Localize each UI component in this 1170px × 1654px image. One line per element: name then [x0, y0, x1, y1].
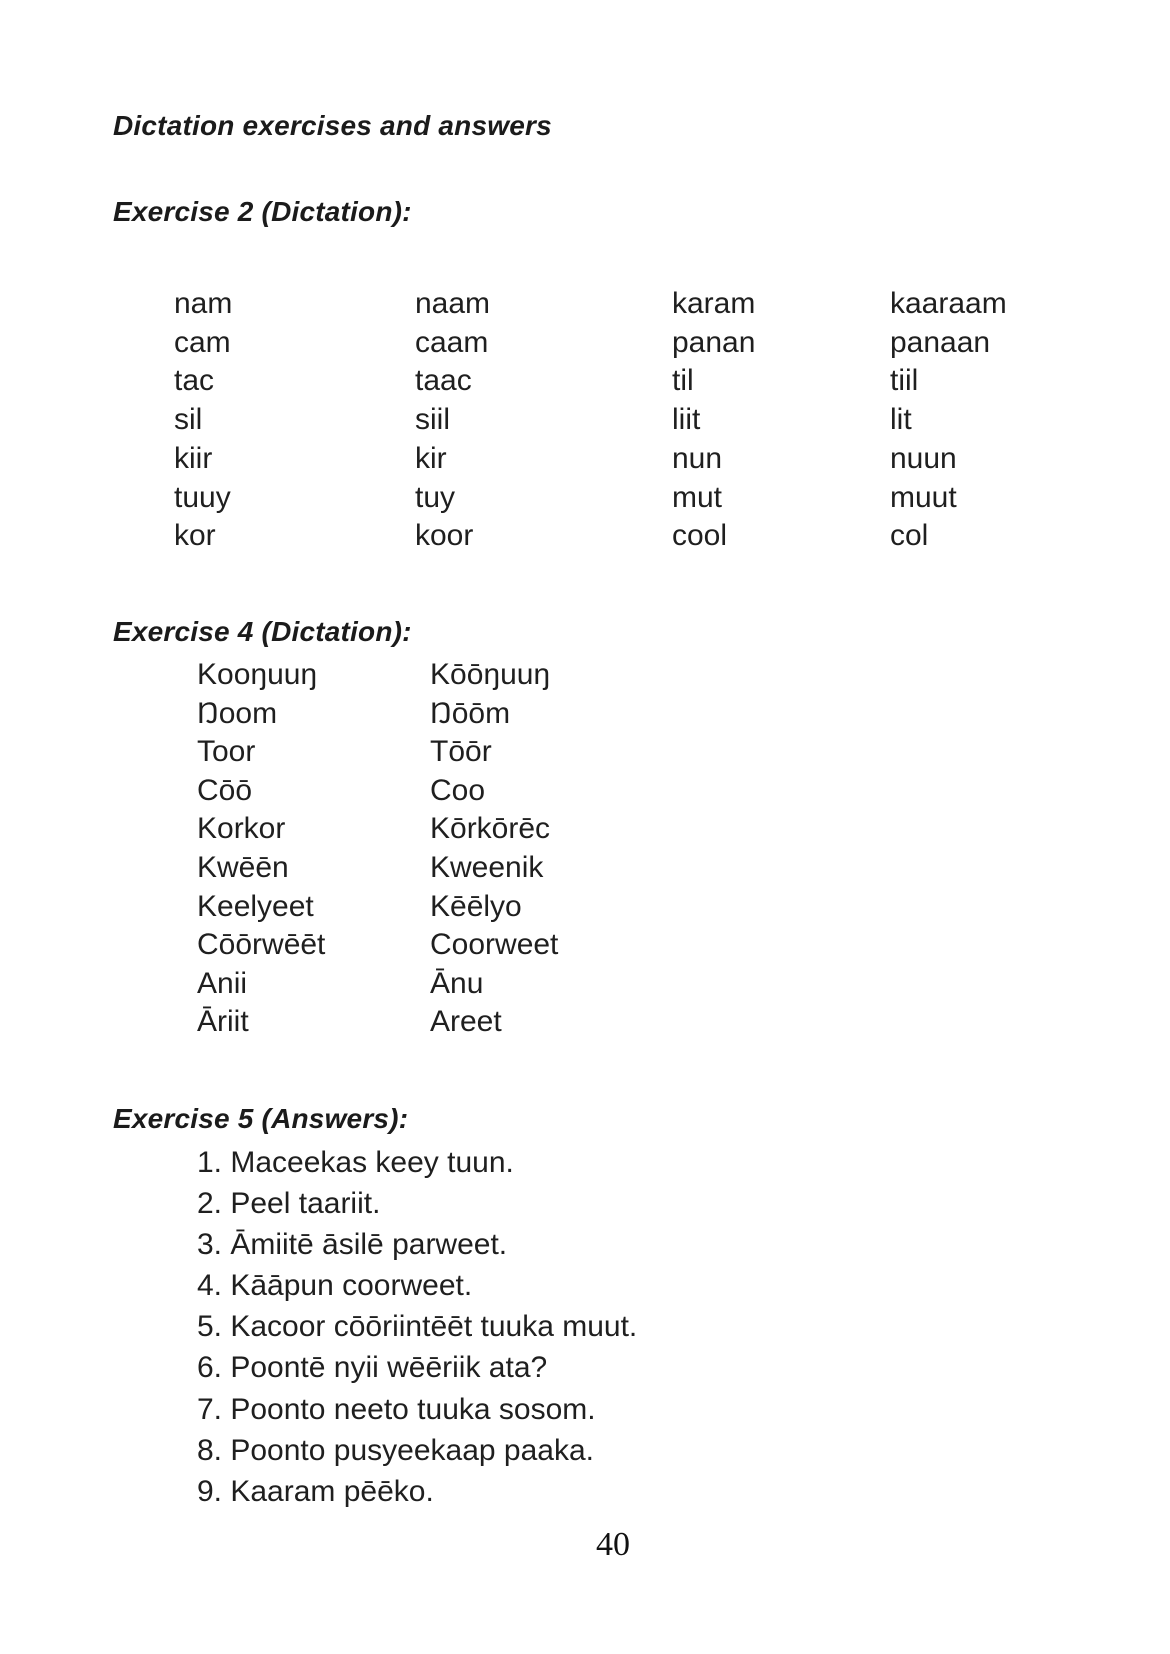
word-cell: cool	[672, 519, 728, 553]
word-cell: Ŋoom	[197, 696, 278, 730]
word-cell: Kwēēn	[197, 850, 289, 884]
word-cell: Coo	[430, 773, 486, 807]
word-cell: tuuy	[174, 480, 231, 514]
page-number: 40	[596, 1526, 630, 1563]
word-cell: Kēēlyo	[430, 889, 522, 923]
word-cell: naam	[415, 287, 491, 320]
answer-item: 2. Peel taariit.	[197, 1187, 381, 1221]
exercise5-heading: Exercise 5 (Answers):	[113, 1103, 409, 1134]
word-cell: Ŋōōm	[430, 696, 511, 730]
word-cell: karam	[672, 287, 756, 320]
exercise4-word-table	[197, 656, 558, 1042]
exercise5-answers-list	[197, 1142, 637, 1512]
word-cell: kiir	[174, 441, 213, 475]
word-cell: tiil	[890, 364, 919, 398]
answer-item: 1. Maceekas keey tuun.	[197, 1146, 514, 1179]
word-cell: Kōōŋuuŋ	[430, 658, 551, 691]
word-cell: muut	[890, 480, 957, 514]
word-cell: Āriit	[197, 1005, 249, 1039]
word-cell: Kōrkōrēc	[430, 812, 551, 846]
word-cell: nuun	[890, 441, 957, 475]
word-cell: Coorweet	[430, 928, 559, 962]
word-cell: caam	[415, 325, 489, 359]
word-cell: kir	[415, 441, 447, 475]
answer-item: 5. Kacoor cōōriintēēt tuuka muut.	[197, 1310, 638, 1344]
word-cell: panaan	[890, 325, 991, 359]
answer-item: 8. Poonto pusyeekaap paaka.	[197, 1433, 594, 1467]
word-cell: col	[890, 519, 929, 553]
answer-item: 4. Kāāpun coorweet.	[197, 1269, 473, 1303]
exercise2-word-table	[174, 285, 1007, 556]
word-cell: cam	[174, 325, 231, 359]
word-cell: nam	[174, 287, 233, 320]
answer-item: 7. Poonto neeto tuuka sosom.	[197, 1392, 596, 1426]
word-cell: Ānu	[430, 966, 484, 1000]
word-cell: Keelyeet	[197, 889, 314, 923]
word-cell: tac	[174, 364, 215, 398]
word-cell: kaaraam	[890, 287, 1007, 320]
answer-item: 6. Poontē nyii wēēriik ata?	[197, 1351, 548, 1385]
answer-item: 9. Kaaram pēēko.	[197, 1474, 434, 1508]
word-cell: til	[672, 364, 694, 398]
word-cell: sil	[174, 403, 203, 437]
exercise4-heading: Exercise 4 (Dictation):	[113, 616, 412, 647]
word-cell: Anii	[197, 966, 248, 1000]
word-cell: taac	[415, 364, 472, 398]
word-cell: tuy	[415, 480, 456, 514]
word-cell: panan	[672, 325, 756, 359]
word-cell: liit	[672, 403, 701, 437]
exercise2-heading: Exercise 2 (Dictation):	[113, 196, 412, 227]
word-cell: Cōōrwēēt	[197, 928, 326, 962]
word-cell: koor	[415, 519, 474, 553]
word-cell: Toor	[197, 735, 256, 769]
word-cell: Kooŋuuŋ	[197, 658, 318, 691]
word-cell: Areet	[430, 1005, 502, 1039]
word-cell: Tōōr	[430, 735, 492, 769]
page-title: Dictation exercises and answers	[113, 110, 552, 141]
word-cell: Kweenik	[430, 850, 544, 884]
word-cell: Korkor	[197, 812, 286, 846]
word-cell: lit	[890, 403, 912, 437]
word-cell: kor	[174, 519, 216, 553]
word-cell: siil	[415, 403, 450, 437]
answer-item: 3. Āmiitē āsilē parweet.	[197, 1228, 508, 1262]
word-cell: Cōō	[197, 773, 253, 807]
word-cell: nun	[672, 441, 723, 475]
word-cell: mut	[672, 480, 723, 514]
